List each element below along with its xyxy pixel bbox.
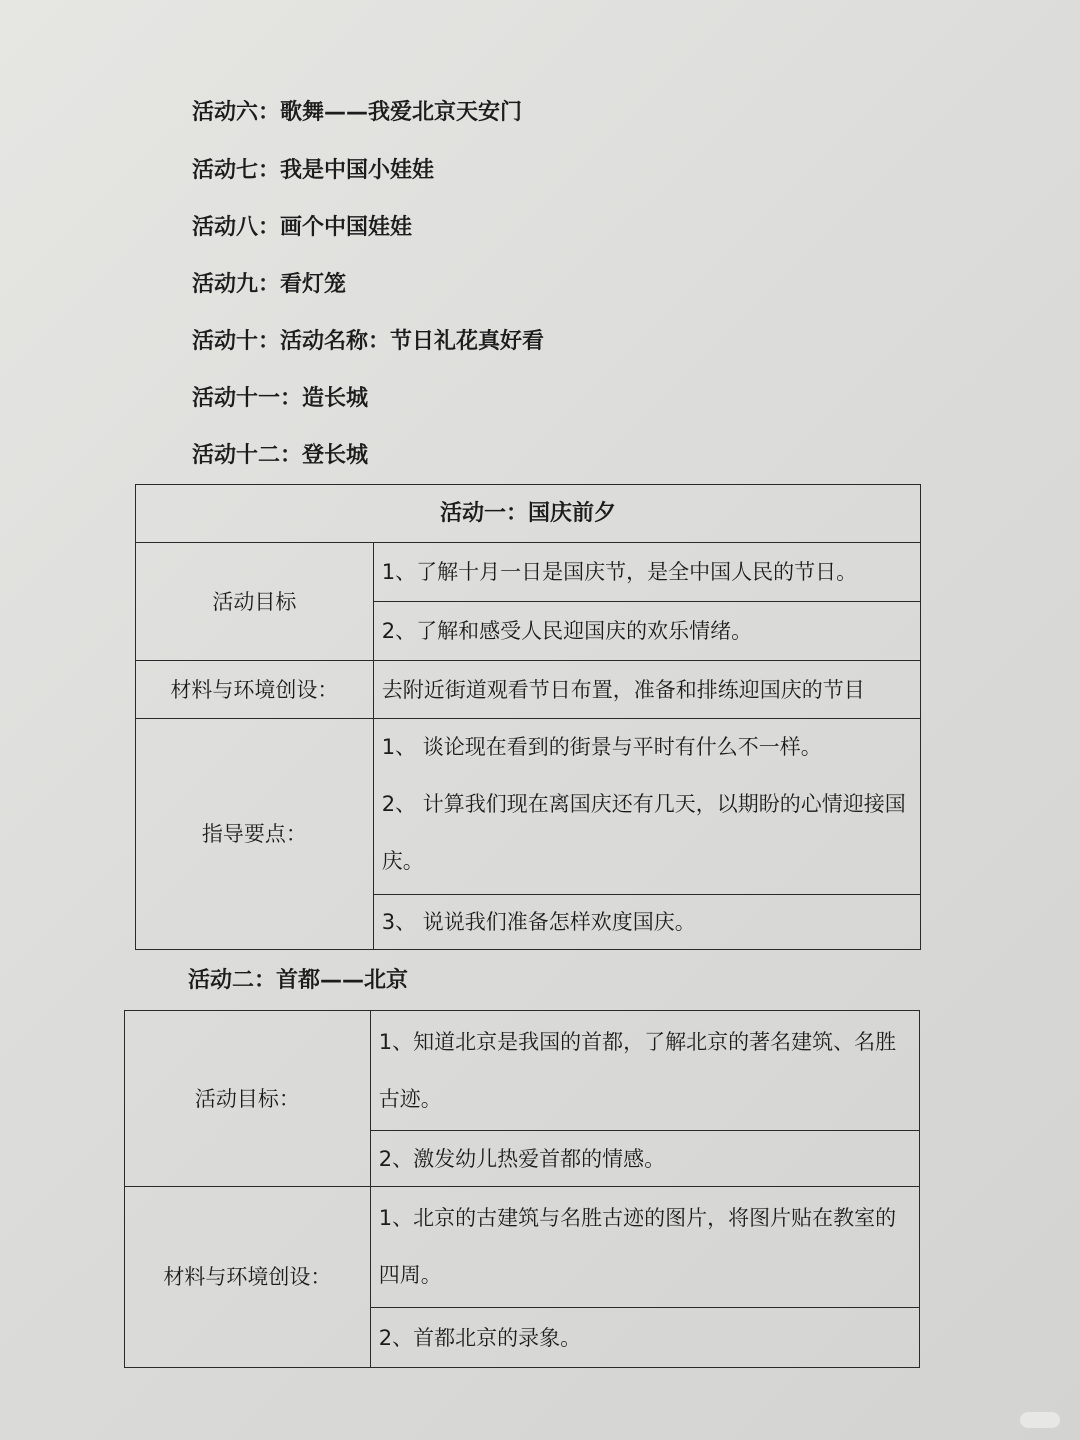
materials-item-1: 1、北京的古建筑与名胜古迹的图片，将图片贴在教室的四周。: [370, 1187, 919, 1308]
activity-heading-7: 活动七：我是中国小娃娃: [192, 158, 435, 183]
goal-item-1: 1、知道北京是我国的首都，了解北京的著名建筑、名胜古迹。: [370, 1011, 919, 1131]
table-title: 活动一：国庆前夕: [136, 485, 921, 543]
activity-heading-2: 活动二：首都——北京: [188, 968, 409, 993]
goal-label: 活动目标: [136, 543, 374, 661]
table-row: [136, 543, 921, 602]
activity-heading-10: 活动十：活动名称：节日礼花真好看: [192, 329, 545, 354]
materials-text: 去附近街道观看节日布置，准备和排练迎国庆的节目: [373, 661, 920, 719]
table-row: [125, 1011, 920, 1131]
table-row: [136, 485, 921, 543]
table-row: [125, 1187, 920, 1308]
activity-heading-11: 活动十一：造长城: [192, 386, 369, 411]
activity-heading-12: 活动十二：登长城: [192, 443, 369, 468]
goal-item-1: 1、了解十月一日是国庆节，是全中国人民的节日。: [373, 543, 920, 602]
activity-heading-6: 活动六：歌舞——我爱北京天安门: [192, 100, 523, 125]
materials-item-2: 2、首都北京的录象。: [370, 1308, 919, 1368]
activity-one-table: [135, 484, 921, 950]
table-row: [136, 661, 921, 719]
guidance-item-1: 1、 谈论现在看到的街景与平时有什么不一样。: [381, 735, 822, 759]
guidance-item-3: 3、 说说我们准备怎样欢度国庆。: [373, 895, 920, 950]
materials-label: 材料与环境创设：: [125, 1187, 371, 1368]
activity-heading-8: 活动八：画个中国娃娃: [192, 215, 413, 240]
goal-item-2: 2、了解和感受人民迎国庆的欢乐情绪。: [373, 602, 920, 661]
guidance-item-2: 2、 计算我们现在离国庆还有几天，以期盼的心情迎接国庆。: [381, 792, 906, 873]
guidance-items: [373, 719, 920, 895]
activity-heading-9: 活动九：看灯笼: [192, 272, 347, 297]
goal-label: 活动目标：: [125, 1011, 371, 1187]
guidance-label: 指导要点：: [136, 719, 374, 950]
watermark-badge: [1020, 1412, 1060, 1428]
goal-item-2: 2、激发幼儿热爱首都的情感。: [370, 1131, 919, 1187]
activity-two-table: [124, 1010, 920, 1368]
materials-label: 材料与环境创设：: [136, 661, 374, 719]
table-row: [136, 719, 921, 895]
